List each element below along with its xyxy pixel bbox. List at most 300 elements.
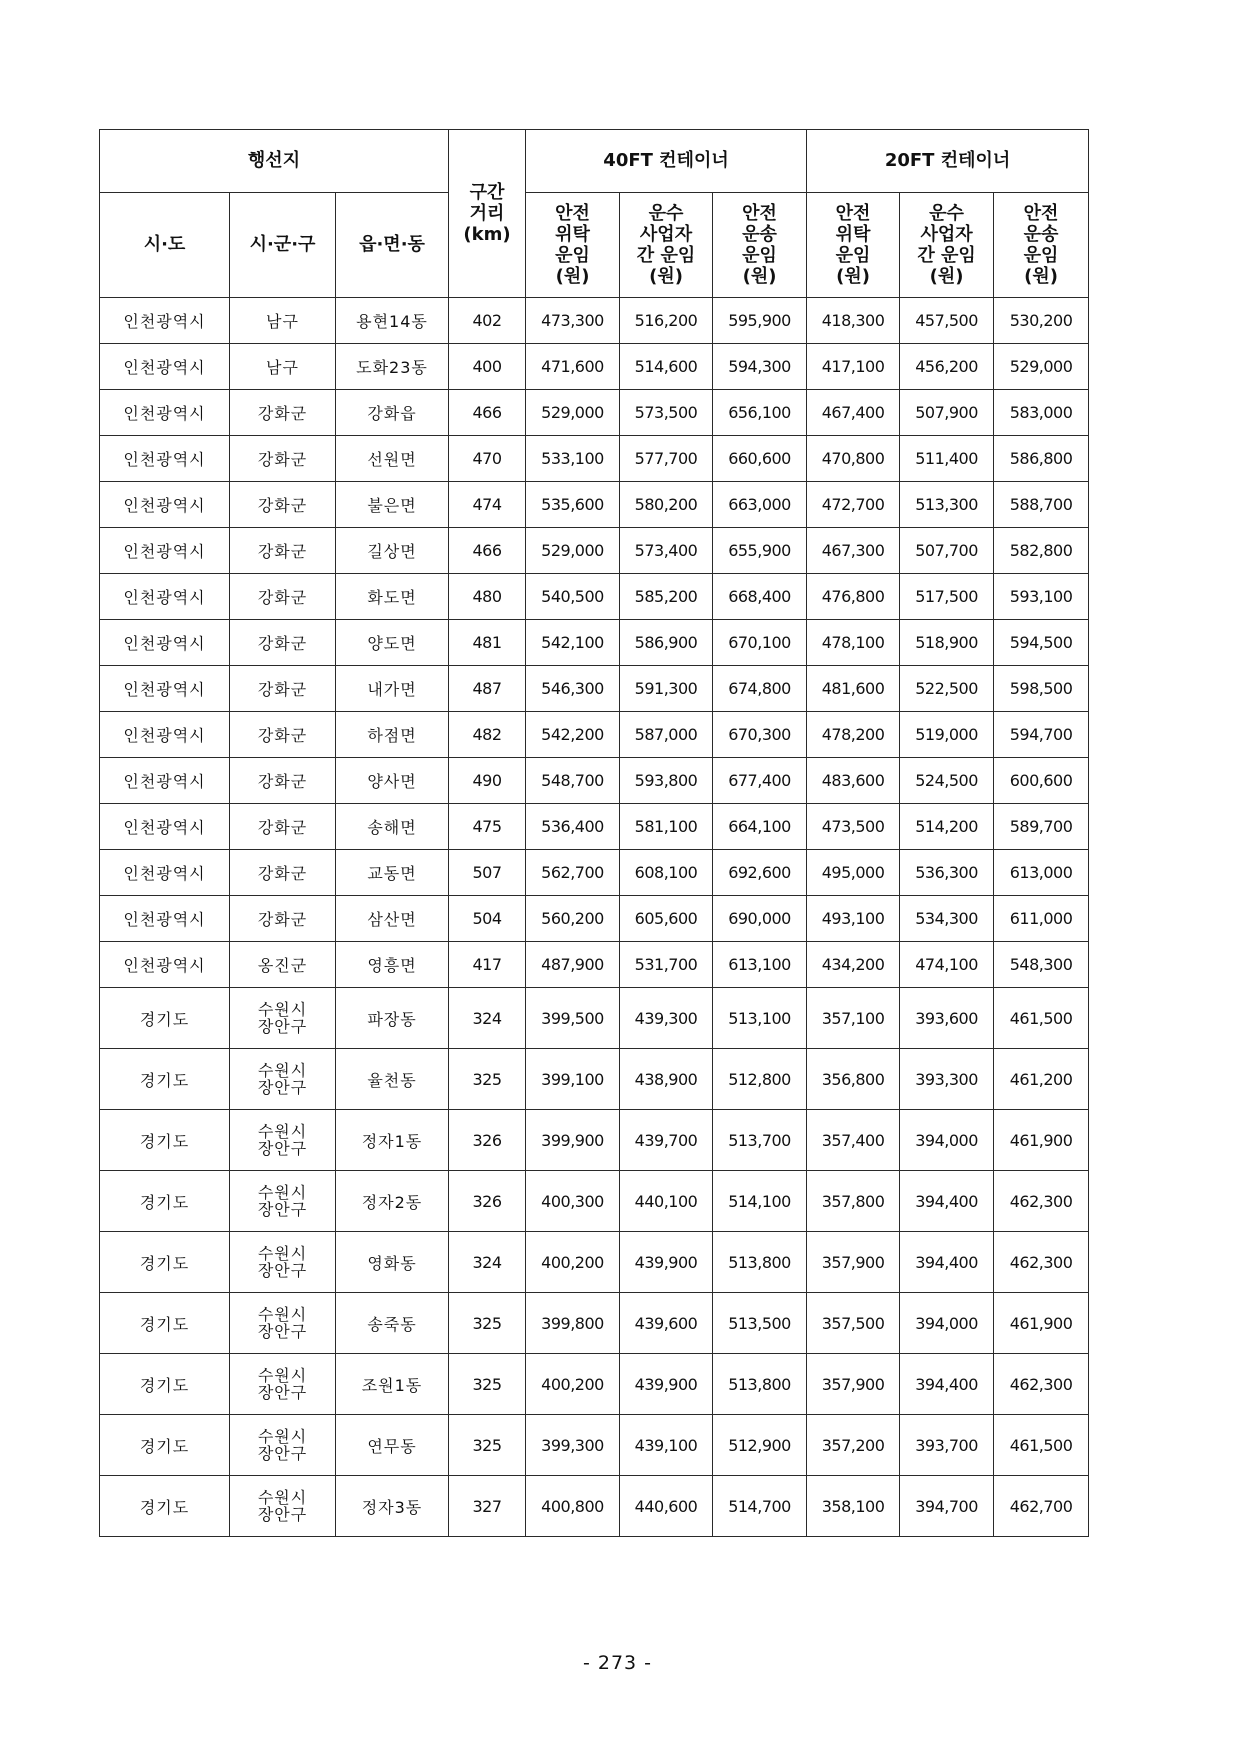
table-row xyxy=(100,344,1089,390)
cell-fare: 439,600 xyxy=(620,1293,713,1354)
header-fare-col xyxy=(526,193,620,298)
cell-fare: 358,100 xyxy=(807,1476,900,1537)
cell-sigungu-line: 수원시 xyxy=(257,1366,308,1385)
cell-fare: 534,300 xyxy=(900,896,994,942)
header-fare-line: 운임 xyxy=(1023,245,1059,266)
cell-fare: 393,300 xyxy=(900,1049,994,1110)
cell-distance: 325 xyxy=(449,1293,526,1354)
header-fare-line: 운송 xyxy=(1023,224,1059,245)
header-fare-line: 위탁 xyxy=(835,224,871,245)
cell-sido: 경기도 xyxy=(100,1232,230,1293)
cell-fare: 663,000 xyxy=(713,482,807,528)
cell-fare: 357,500 xyxy=(807,1293,900,1354)
cell-fare: 608,100 xyxy=(620,850,713,896)
cell-sido: 인천광역시 xyxy=(100,620,230,666)
cell-fare: 476,800 xyxy=(807,574,900,620)
cell-fare: 439,900 xyxy=(620,1354,713,1415)
cell-fare: 587,000 xyxy=(620,712,713,758)
cell-sigungu-line: 장안구 xyxy=(257,1139,308,1158)
cell-fare: 462,300 xyxy=(994,1354,1089,1415)
cell-distance: 504 xyxy=(449,896,526,942)
cell-fare: 516,200 xyxy=(620,298,713,344)
cell-eupmyeondong: 용현14동 xyxy=(336,298,449,344)
cell-sigungu-line: 장안구 xyxy=(257,1383,308,1402)
cell-distance: 324 xyxy=(449,1232,526,1293)
header-fare-line: 간 운임 xyxy=(636,245,696,266)
cell-eupmyeondong: 하점면 xyxy=(336,712,449,758)
cell-fare: 514,700 xyxy=(713,1476,807,1537)
cell-fare: 582,800 xyxy=(994,528,1089,574)
cell-sigungu xyxy=(230,390,336,436)
cell-fare: 593,800 xyxy=(620,758,713,804)
cell-sigungu-line: 수원시 xyxy=(257,1488,308,1507)
table-body xyxy=(100,298,1089,1537)
cell-distance: 470 xyxy=(449,436,526,482)
cell-sido: 인천광역시 xyxy=(100,390,230,436)
cell-sido: 경기도 xyxy=(100,1110,230,1171)
cell-sigungu xyxy=(230,528,336,574)
cell-fare: 357,800 xyxy=(807,1171,900,1232)
cell-fare: 605,600 xyxy=(620,896,713,942)
cell-fare: 513,100 xyxy=(713,988,807,1049)
cell-fare: 399,100 xyxy=(526,1049,620,1110)
cell-fare: 577,700 xyxy=(620,436,713,482)
cell-sigungu xyxy=(230,1049,336,1110)
cell-eupmyeondong: 길상면 xyxy=(336,528,449,574)
cell-fare: 394,400 xyxy=(900,1354,994,1415)
cell-sido: 인천광역시 xyxy=(100,942,230,988)
cell-distance: 474 xyxy=(449,482,526,528)
cell-distance: 466 xyxy=(449,528,526,574)
cell-eupmyeondong: 정자3동 xyxy=(336,1476,449,1537)
cell-fare: 478,200 xyxy=(807,712,900,758)
table-row xyxy=(100,666,1089,712)
cell-sigungu-line: 강화군 xyxy=(257,404,308,423)
cell-fare: 400,800 xyxy=(526,1476,620,1537)
cell-eupmyeondong: 연무동 xyxy=(336,1415,449,1476)
cell-sigungu-line: 수원시 xyxy=(257,1427,308,1446)
cell-fare: 439,300 xyxy=(620,988,713,1049)
table-row xyxy=(100,1354,1089,1415)
header-fare-line: 운임 xyxy=(835,245,871,266)
cell-sigungu-line: 강화군 xyxy=(257,772,308,791)
cell-fare: 594,500 xyxy=(994,620,1089,666)
table-row xyxy=(100,436,1089,482)
cell-eupmyeondong: 영흥면 xyxy=(336,942,449,988)
cell-fare: 461,200 xyxy=(994,1049,1089,1110)
header-distance-line: 거리 xyxy=(469,203,505,224)
cell-fare: 513,800 xyxy=(713,1232,807,1293)
cell-fare: 674,800 xyxy=(713,666,807,712)
cell-fare: 481,600 xyxy=(807,666,900,712)
cell-distance: 324 xyxy=(449,988,526,1049)
cell-sigungu-line: 수원시 xyxy=(257,1061,308,1080)
cell-sigungu-line: 강화군 xyxy=(257,818,308,837)
cell-fare: 519,000 xyxy=(900,712,994,758)
cell-fare: 467,300 xyxy=(807,528,900,574)
cell-fare: 533,100 xyxy=(526,436,620,482)
cell-fare: 540,500 xyxy=(526,574,620,620)
cell-sido: 인천광역시 xyxy=(100,298,230,344)
cell-fare: 573,400 xyxy=(620,528,713,574)
cell-eupmyeondong: 양도면 xyxy=(336,620,449,666)
cell-fare: 573,500 xyxy=(620,390,713,436)
cell-sigungu-line: 장안구 xyxy=(257,1200,308,1219)
cell-sigungu xyxy=(230,1171,336,1232)
cell-sido: 인천광역시 xyxy=(100,528,230,574)
cell-sido: 경기도 xyxy=(100,1049,230,1110)
cell-eupmyeondong: 삼산면 xyxy=(336,896,449,942)
cell-sido: 경기도 xyxy=(100,1354,230,1415)
cell-sigungu xyxy=(230,988,336,1049)
cell-fare: 357,400 xyxy=(807,1110,900,1171)
cell-eupmyeondong: 송해면 xyxy=(336,804,449,850)
table-row xyxy=(100,1049,1089,1110)
cell-fare: 418,300 xyxy=(807,298,900,344)
header-fare-line: 운수 xyxy=(648,203,684,224)
cell-fare: 588,700 xyxy=(994,482,1089,528)
cell-distance: 475 xyxy=(449,804,526,850)
cell-sigungu xyxy=(230,1232,336,1293)
table-row xyxy=(100,942,1089,988)
cell-sido: 인천광역시 xyxy=(100,804,230,850)
cell-sido: 경기도 xyxy=(100,1171,230,1232)
cell-fare: 472,700 xyxy=(807,482,900,528)
cell-fare: 400,200 xyxy=(526,1354,620,1415)
cell-distance: 327 xyxy=(449,1476,526,1537)
cell-fare: 399,300 xyxy=(526,1415,620,1476)
header-20ft-container: 20FT 컨테이너 xyxy=(807,130,1089,193)
cell-fare: 470,800 xyxy=(807,436,900,482)
cell-sigungu-line: 장안구 xyxy=(257,1505,308,1524)
cell-distance: 487 xyxy=(449,666,526,712)
cell-sido: 경기도 xyxy=(100,1415,230,1476)
table-row xyxy=(100,804,1089,850)
cell-sigungu xyxy=(230,712,336,758)
cell-fare: 467,400 xyxy=(807,390,900,436)
cell-sigungu-line: 강화군 xyxy=(257,726,308,745)
cell-distance: 417 xyxy=(449,942,526,988)
table-row xyxy=(100,574,1089,620)
cell-fare: 514,100 xyxy=(713,1171,807,1232)
cell-sigungu xyxy=(230,436,336,482)
cell-eupmyeondong: 도화23동 xyxy=(336,344,449,390)
cell-fare: 434,200 xyxy=(807,942,900,988)
cell-sido: 인천광역시 xyxy=(100,482,230,528)
cell-sido: 인천광역시 xyxy=(100,436,230,482)
header-fare-line: (원) xyxy=(929,266,964,287)
cell-sigungu xyxy=(230,482,336,528)
cell-sigungu xyxy=(230,344,336,390)
header-fare-col xyxy=(620,193,713,298)
cell-distance: 325 xyxy=(449,1049,526,1110)
header-fare-line: 운송 xyxy=(742,224,777,245)
cell-fare: 583,000 xyxy=(994,390,1089,436)
cell-fare: 357,900 xyxy=(807,1354,900,1415)
cell-fare: 522,500 xyxy=(900,666,994,712)
cell-eupmyeondong: 송죽동 xyxy=(336,1293,449,1354)
cell-fare: 524,500 xyxy=(900,758,994,804)
cell-fare: 546,300 xyxy=(526,666,620,712)
cell-fare: 529,000 xyxy=(526,528,620,574)
cell-sigungu-line: 남구 xyxy=(266,312,299,331)
cell-eupmyeondong: 조원1동 xyxy=(336,1354,449,1415)
header-destination: 행선지 xyxy=(100,130,449,193)
cell-fare: 511,400 xyxy=(900,436,994,482)
header-fare-line: 사업자 xyxy=(920,224,973,245)
cell-distance: 480 xyxy=(449,574,526,620)
cell-fare: 513,700 xyxy=(713,1110,807,1171)
header-fare-col xyxy=(994,193,1089,298)
cell-fare: 440,100 xyxy=(620,1171,713,1232)
cell-fare: 513,300 xyxy=(900,482,994,528)
table-row xyxy=(100,390,1089,436)
header-eupmyeondong: 읍·면·동 xyxy=(336,193,449,298)
cell-sigungu-line: 수원시 xyxy=(257,1244,308,1263)
cell-distance: 481 xyxy=(449,620,526,666)
cell-fare: 548,300 xyxy=(994,942,1089,988)
cell-fare: 393,600 xyxy=(900,988,994,1049)
table-row xyxy=(100,1293,1089,1354)
cell-fare: 399,500 xyxy=(526,988,620,1049)
header-fare-line: 간 운임 xyxy=(917,245,976,266)
cell-sido: 인천광역시 xyxy=(100,896,230,942)
header-distance xyxy=(449,130,526,298)
cell-fare: 439,700 xyxy=(620,1110,713,1171)
cell-fare: 495,000 xyxy=(807,850,900,896)
cell-fare: 613,100 xyxy=(713,942,807,988)
cell-fare: 591,300 xyxy=(620,666,713,712)
cell-fare: 586,800 xyxy=(994,436,1089,482)
table-row xyxy=(100,528,1089,574)
cell-fare: 394,400 xyxy=(900,1232,994,1293)
cell-fare: 439,900 xyxy=(620,1232,713,1293)
cell-fare: 581,100 xyxy=(620,804,713,850)
header-fare-line: 안전 xyxy=(555,203,590,224)
cell-fare: 593,100 xyxy=(994,574,1089,620)
cell-fare: 461,900 xyxy=(994,1293,1089,1354)
cell-fare: 357,100 xyxy=(807,988,900,1049)
header-fare-line: 안전 xyxy=(1023,203,1059,224)
cell-fare: 670,100 xyxy=(713,620,807,666)
cell-fare: 677,400 xyxy=(713,758,807,804)
cell-sido: 인천광역시 xyxy=(100,850,230,896)
cell-fare: 461,900 xyxy=(994,1110,1089,1171)
cell-fare: 664,100 xyxy=(713,804,807,850)
cell-sigungu xyxy=(230,620,336,666)
cell-eupmyeondong: 교동면 xyxy=(336,850,449,896)
header-fare-line: 운임 xyxy=(742,245,777,266)
cell-fare: 357,900 xyxy=(807,1232,900,1293)
header-fare-line: (원) xyxy=(649,266,683,287)
table-row xyxy=(100,298,1089,344)
cell-sigungu-line: 장안구 xyxy=(257,1261,308,1280)
cell-fare: 461,500 xyxy=(994,1415,1089,1476)
cell-fare: 399,800 xyxy=(526,1293,620,1354)
cell-fare: 462,300 xyxy=(994,1171,1089,1232)
cell-sido: 인천광역시 xyxy=(100,344,230,390)
cell-fare: 514,200 xyxy=(900,804,994,850)
cell-fare: 394,000 xyxy=(900,1293,994,1354)
cell-fare: 611,000 xyxy=(994,896,1089,942)
table-row xyxy=(100,1110,1089,1171)
cell-eupmyeondong: 내가면 xyxy=(336,666,449,712)
cell-fare: 514,600 xyxy=(620,344,713,390)
cell-fare: 462,300 xyxy=(994,1232,1089,1293)
cell-sido: 경기도 xyxy=(100,1476,230,1537)
cell-sigungu-line: 수원시 xyxy=(257,1000,308,1019)
cell-fare: 394,000 xyxy=(900,1110,994,1171)
header-sigungu: 시·군·구 xyxy=(230,193,336,298)
cell-fare: 393,700 xyxy=(900,1415,994,1476)
cell-sigungu-line: 장안구 xyxy=(257,1017,308,1036)
cell-fare: 439,100 xyxy=(620,1415,713,1476)
header-fare-line: (원) xyxy=(555,266,590,287)
cell-sido: 인천광역시 xyxy=(100,712,230,758)
cell-fare: 560,200 xyxy=(526,896,620,942)
header-fare-col xyxy=(713,193,807,298)
cell-sigungu xyxy=(230,666,336,712)
cell-distance: 326 xyxy=(449,1110,526,1171)
cell-fare: 400,200 xyxy=(526,1232,620,1293)
table-row xyxy=(100,850,1089,896)
cell-sigungu xyxy=(230,850,336,896)
cell-sido: 경기도 xyxy=(100,988,230,1049)
cell-fare: 589,700 xyxy=(994,804,1089,850)
cell-eupmyeondong: 강화읍 xyxy=(336,390,449,436)
cell-fare: 456,200 xyxy=(900,344,994,390)
cell-eupmyeondong: 선원면 xyxy=(336,436,449,482)
cell-sigungu xyxy=(230,896,336,942)
cell-fare: 692,600 xyxy=(713,850,807,896)
cell-fare: 585,200 xyxy=(620,574,713,620)
cell-distance: 482 xyxy=(449,712,526,758)
cell-sigungu-line: 강화군 xyxy=(257,634,308,653)
cell-fare: 690,000 xyxy=(713,896,807,942)
cell-fare: 394,400 xyxy=(900,1171,994,1232)
cell-fare: 461,500 xyxy=(994,988,1089,1049)
cell-fare: 513,800 xyxy=(713,1354,807,1415)
cell-eupmyeondong: 율천동 xyxy=(336,1049,449,1110)
cell-fare: 356,800 xyxy=(807,1049,900,1110)
cell-sido: 인천광역시 xyxy=(100,666,230,712)
cell-fare: 462,700 xyxy=(994,1476,1089,1537)
cell-fare: 529,000 xyxy=(526,390,620,436)
cell-fare: 586,900 xyxy=(620,620,713,666)
cell-distance: 507 xyxy=(449,850,526,896)
header-distance-line: (km) xyxy=(463,224,511,245)
cell-fare: 656,100 xyxy=(713,390,807,436)
cell-sido: 인천광역시 xyxy=(100,574,230,620)
header-fare-line: 운임 xyxy=(555,245,590,266)
cell-fare: 660,600 xyxy=(713,436,807,482)
cell-fare: 483,600 xyxy=(807,758,900,804)
cell-fare: 594,700 xyxy=(994,712,1089,758)
cell-fare: 548,700 xyxy=(526,758,620,804)
cell-distance: 490 xyxy=(449,758,526,804)
header-sido: 시·도 xyxy=(100,193,230,298)
cell-fare: 598,500 xyxy=(994,666,1089,712)
header-fare-col xyxy=(900,193,994,298)
cell-fare: 473,500 xyxy=(807,804,900,850)
fare-table xyxy=(99,129,1089,1537)
table-row xyxy=(100,482,1089,528)
page-number: - 273 - xyxy=(582,1652,653,1674)
cell-sigungu-line: 강화군 xyxy=(257,496,308,515)
cell-eupmyeondong: 화도면 xyxy=(336,574,449,620)
cell-sigungu-line: 남구 xyxy=(266,358,299,377)
cell-fare: 513,500 xyxy=(713,1293,807,1354)
cell-sido: 경기도 xyxy=(100,1293,230,1354)
cell-eupmyeondong: 정자2동 xyxy=(336,1171,449,1232)
cell-fare: 394,700 xyxy=(900,1476,994,1537)
cell-fare: 507,900 xyxy=(900,390,994,436)
cell-eupmyeondong: 양사면 xyxy=(336,758,449,804)
cell-sigungu xyxy=(230,1415,336,1476)
cell-fare: 517,500 xyxy=(900,574,994,620)
table-row xyxy=(100,620,1089,666)
cell-sigungu-line: 장안구 xyxy=(257,1444,308,1463)
cell-fare: 474,100 xyxy=(900,942,994,988)
table-header xyxy=(100,130,1089,298)
cell-sigungu xyxy=(230,758,336,804)
cell-fare: 399,900 xyxy=(526,1110,620,1171)
cell-fare: 542,100 xyxy=(526,620,620,666)
cell-sigungu-line: 강화군 xyxy=(257,864,308,883)
header-fare-line: 위탁 xyxy=(555,224,590,245)
table-row xyxy=(100,1476,1089,1537)
cell-fare: 595,900 xyxy=(713,298,807,344)
cell-sigungu-line: 강화군 xyxy=(257,680,308,699)
cell-fare: 594,300 xyxy=(713,344,807,390)
cell-sigungu-line: 수원시 xyxy=(257,1183,308,1202)
table-row xyxy=(100,896,1089,942)
table-row xyxy=(100,1415,1089,1476)
cell-sigungu-line: 강화군 xyxy=(257,450,308,469)
cell-fare: 670,300 xyxy=(713,712,807,758)
cell-fare: 518,900 xyxy=(900,620,994,666)
cell-fare: 493,100 xyxy=(807,896,900,942)
cell-fare: 600,600 xyxy=(994,758,1089,804)
cell-sigungu-line: 수원시 xyxy=(257,1122,308,1141)
cell-eupmyeondong: 파장동 xyxy=(336,988,449,1049)
cell-fare: 542,200 xyxy=(526,712,620,758)
cell-sigungu-line: 강화군 xyxy=(257,910,308,929)
cell-fare: 530,200 xyxy=(994,298,1089,344)
table-row xyxy=(100,988,1089,1049)
header-fare-line: 운수 xyxy=(929,203,964,224)
cell-fare: 478,100 xyxy=(807,620,900,666)
cell-fare: 357,200 xyxy=(807,1415,900,1476)
cell-sigungu xyxy=(230,1293,336,1354)
cell-sigungu xyxy=(230,574,336,620)
header-fare-line: (원) xyxy=(836,266,870,287)
header-fare-col xyxy=(807,193,900,298)
cell-eupmyeondong: 불은면 xyxy=(336,482,449,528)
cell-sigungu xyxy=(230,942,336,988)
cell-fare: 417,100 xyxy=(807,344,900,390)
cell-sigungu-line: 장안구 xyxy=(257,1078,308,1097)
cell-fare: 562,700 xyxy=(526,850,620,896)
cell-fare: 613,000 xyxy=(994,850,1089,896)
cell-fare: 535,600 xyxy=(526,482,620,528)
cell-fare: 536,300 xyxy=(900,850,994,896)
cell-fare: 668,400 xyxy=(713,574,807,620)
table-row xyxy=(100,1232,1089,1293)
table-row xyxy=(100,1171,1089,1232)
cell-fare: 471,600 xyxy=(526,344,620,390)
cell-fare: 473,300 xyxy=(526,298,620,344)
